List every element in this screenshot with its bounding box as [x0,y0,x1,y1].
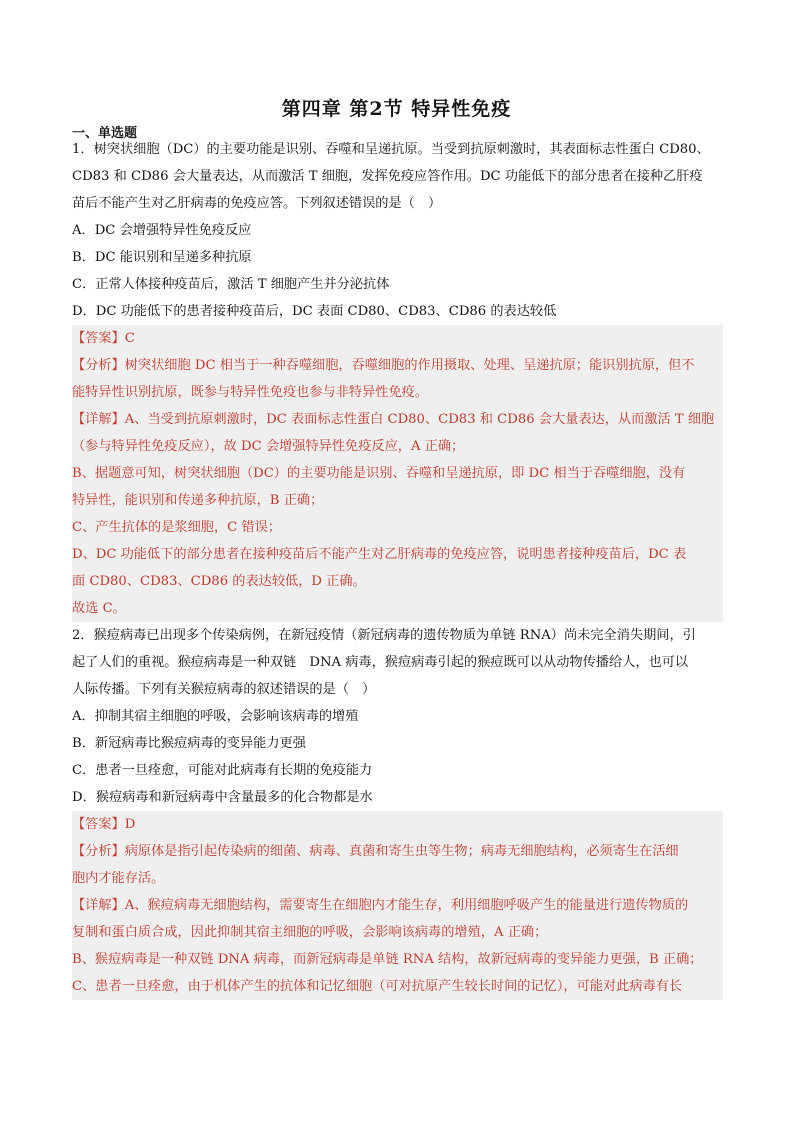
q2-analysis-line [72,838,723,865]
page-title: 第四章 第2节 特异性免疫 [281,98,512,120]
q2-analysis-line: 胞内才能存活。 [72,865,723,892]
q1-option-c: C．正常人体接种疫苗后，激活 T 细胞产生并分泌抗体 [72,277,390,292]
q1-option-b: B．DC 能识别和呈递多种抗原 [72,250,252,265]
q1-analysis-line: 能特异性识别抗原，既参与特异性免疫也参与非特异性免疫。 [72,379,723,406]
q1-detail-line: C、产生抗体的是浆细胞，C 错误； [72,514,723,541]
answer-value: D [124,817,136,832]
analysis-tag: 【分析】 [72,844,125,859]
detail-tag: 【详解】 [72,412,125,427]
q2-option-d: D．猴痘病毒和新冠病毒中含量最多的化合物都是水 [72,790,373,805]
detail-text: A、当受到抗原刺激时，DC 表面标志性蛋白 CD80、CD83 和 CD86 会大量表达，从而激活 T 细胞 [124,412,715,427]
q1-option-d: D．DC 功能低下的患者接种疫苗后，DC 表面 CD80、CD83、CD86 的表达较低 [72,304,557,319]
q1-analysis-line [72,352,723,379]
q1-stem-line: 1．树突状细胞（DC）的主要功能是识别、吞噬和呈递抗原。当受到抗原刺激时，其表面标志性蛋白 CD80、 [72,142,710,157]
q1-conclusion: 故选 C。 [72,595,723,622]
q1-detail-line: B、据题意可知，树突状细胞（DC）的主要功能是识别、吞噬和呈递抗原，即 DC 相当于吞噬细胞，没有 [72,460,723,487]
q2-stem-line: 人际传播。下列有关猴痘病毒的叙述错误的是（ ） [72,682,376,697]
q2-stem-line: 2．猴痘病毒已出现多个传染病例，在新冠疫情（新冠病毒的遗传物质为单链 RNA）尚未完全消失期间，引 [72,628,696,643]
q2-detail-line [72,892,723,919]
analysis-tag: 【分析】 [72,358,125,373]
q1-detail-line: 面 CD80、CD83、CD86 的表达较低，D 正确。 [72,568,723,595]
q1-detail-line: （参与特异性免疫反应），故 DC 会增强特异性免疫反应，A 正确； [72,433,723,460]
answer-tag: 【答案】 [72,331,125,346]
q1-detail-line: D、DC 功能低下的部分患者在接种疫苗后不能产生对乙肝病毒的免疫应答，说明患者接种疫苗后，DC 表 [72,541,723,568]
detail-tag: 【详解】 [72,898,125,913]
answer-value: C [124,331,135,346]
q1-answer [72,325,723,352]
q1-stem-line: CD83 和 CD86 会大量表达，从而激活 T 细胞，发挥免疫应答作用。DC 功能低下的部分患者在接种乙肝疫 [72,169,703,184]
q1-detail-line: 特异性，能识别和传递多种抗原，B 正确； [72,487,723,514]
analysis-text: 病原体是指引起传染病的细菌、病毒、真菌和寄生虫等生物；病毒无细胞结构，必须寄生在活细 [124,844,679,859]
q2-detail-line: C、患者一旦痊愈，由于机体产生的抗体和记忆细胞（可对抗原产生较长时间的记忆），可能对此病毒有长 [72,973,723,1000]
q1-stem-line: 苗后不能产生对乙肝病毒的免疫应答。下列叙述错误的是（ ） [72,196,442,211]
q2-detail-line: 复制和蛋白质合成，因此抑制其宿主细胞的呼吸，会影响该病毒的增殖，A 正确； [72,919,723,946]
q2-option-c: C．患者一旦痊愈，可能对此病毒有长期的免疫能力 [72,763,373,778]
q1-option-a: A．DC 会增强特异性免疫反应 [72,223,252,238]
q2-option-a: A．抑制其宿主细胞的呼吸，会影响该病毒的增殖 [72,709,359,724]
answer-tag: 【答案】 [72,817,125,832]
q2-stem-line: 起了人们的重视。猴痘病毒是一种双链 DNA 病毒，猴痘病毒引起的猴痘既可以从动物传播给人，也可以 [72,655,689,670]
q1-detail-line [72,406,723,433]
section-heading: 一、单选题 [72,126,138,141]
q2-option-b: B．新冠病毒比猴痘病毒的变异能力更强 [72,736,306,751]
analysis-text: 树突状细胞 DC 相当于一种吞噬细胞，吞噬细胞的作用摄取、处理、呈递抗原；能识别抗原，但不 [124,358,695,373]
q2-answer [72,811,723,838]
detail-text: A、猴痘病毒无细胞结构，需要寄生在细胞内才能生存，利用细胞呼吸产生的能量进行遗传物质的 [124,898,689,913]
document-body [72,136,723,1000]
q2-detail-line: B、猴痘病毒是一种双链 DNA 病毒，而新冠病毒是单链 RNA 结构，故新冠病毒的变异能力更强，B 正确； [72,946,723,973]
